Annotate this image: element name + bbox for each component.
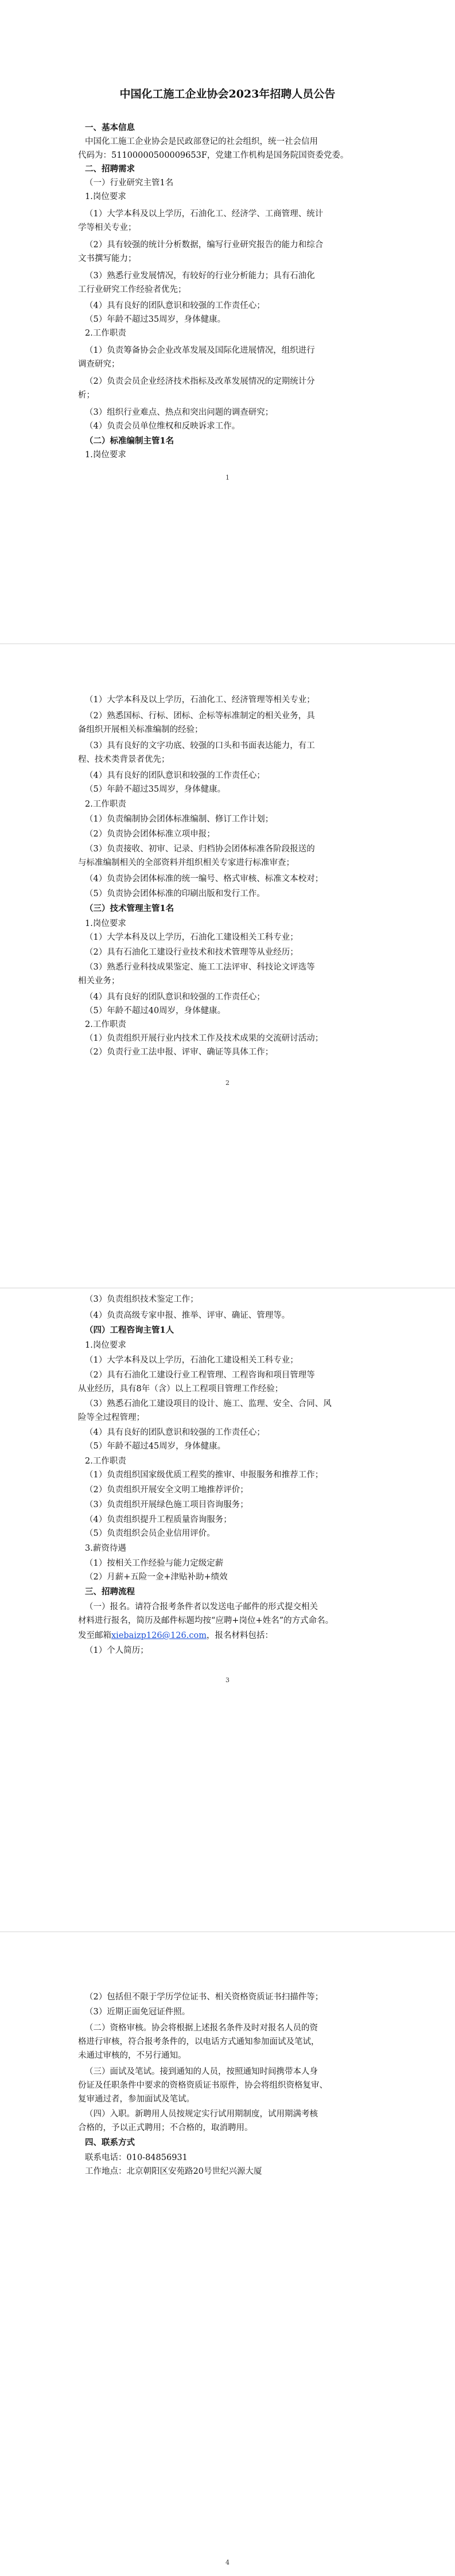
paragraph-line: （1）负责筹备协会企业改革发展及国际化进展情况，组织进行 bbox=[85, 346, 315, 355]
paragraph-line: （3）负责接收、初审、记录、归档协会团体标准各阶段报送的 bbox=[85, 845, 315, 854]
paragraph-line: （4）具有良好的团队意识和较强的工作责任心； bbox=[85, 771, 265, 780]
email-prefix: 发至邮箱 bbox=[78, 1631, 111, 1640]
paragraph-line: （1）大学本科及以上学历，石油化工、经济管理等相关专业； bbox=[85, 695, 315, 705]
paragraph-line: （1）负责组织国家级优质工程奖的推审、申报服务和推荐工作； bbox=[85, 1470, 324, 1480]
contact-phone: 联系电话：010-84856931 bbox=[85, 2153, 188, 2162]
email-suffix: ，报名材料包括： bbox=[206, 1631, 273, 1640]
paragraph-line: （2）具有较强的统计分析数据，编写行业研究报告的能力和综合 bbox=[85, 240, 324, 250]
paragraph-line: （3）负责组织技术鉴定工作； bbox=[85, 1295, 199, 1304]
paragraph-line: 代码为：51100000500009653F，党建工作机构是国务院国资委党委。 bbox=[78, 151, 349, 160]
paragraph-line: （5）负责组织会员企业信用评价。 bbox=[85, 1529, 215, 1538]
paragraph-line: （5）年龄不超过35周岁，身体健康。 bbox=[85, 315, 226, 324]
paragraph-line: （4）具有良好的团队意识和较强的工作责任心； bbox=[85, 993, 265, 1002]
paragraph-line: 与标准编制相关的全部资料并组织相关专家进行标准审查； bbox=[78, 858, 294, 867]
paragraph-line: （3）近期正面免冠证件照。 bbox=[85, 2007, 190, 2017]
paragraph-line: （三）面试及笔试。接到通知的人员，按照通知时间携带本人身 bbox=[85, 2067, 318, 2076]
paragraph-line: （2）具有石油化工建设行业工程管理、工程咨询和项目管理等 bbox=[85, 1371, 315, 1380]
paragraph-line: 合格的，予以正式聘用；不合格的，取消聘用。 bbox=[78, 2123, 253, 2133]
paragraph-line: （5）年龄不超过40周岁，身体健康。 bbox=[85, 1006, 226, 1015]
paragraph-line: 备组织开展相关标准编制的经验； bbox=[78, 725, 203, 734]
subsection-heading: （四）工程咨询主管1人 bbox=[85, 1325, 174, 1335]
paragraph-line: （一）报名。请符合报考条件者以发送电子邮件的形式提交相关 bbox=[85, 1602, 318, 1612]
section-heading-recruitment-process: 三、招聘流程 bbox=[85, 1587, 135, 1597]
item-heading: 1.岗位要求 bbox=[85, 450, 126, 460]
paragraph-line: 相关业务； bbox=[78, 976, 120, 986]
item-heading: 1.岗位要求 bbox=[85, 192, 126, 201]
paragraph-line: 析； bbox=[78, 391, 95, 400]
paragraph-line: 险等全过程管理； bbox=[78, 1413, 145, 1422]
paragraph-line: 文书撰写能力； bbox=[78, 254, 137, 263]
paragraph-line: 格进行审核，符合报考条件的，以电话方式通知参加面试及笔试， bbox=[78, 2037, 320, 2046]
paragraph-line: 中国化工施工企业协会是民政部登记的社会组织，统一社会信用 bbox=[85, 137, 318, 146]
paragraph-line: （1）负责组织开展行业内技术工作及技术成果的交流研讨活动； bbox=[85, 1034, 324, 1043]
page-3 bbox=[0, 1289, 455, 1932]
page-1 bbox=[0, 0, 455, 644]
paragraph-line: （3）负责组织开展绿色施工项目咨询服务； bbox=[85, 1500, 248, 1509]
paragraph-line: （4）具有良好的团队意识和较强的工作责任心； bbox=[85, 1428, 265, 1437]
paragraph-line: 程、技术类背景者优先； bbox=[78, 755, 170, 764]
section-heading-contact: 四、联系方式 bbox=[85, 2138, 135, 2147]
subsection-heading: （三）技术管理主管1名 bbox=[85, 904, 174, 913]
page-number: 4 bbox=[225, 2559, 230, 2566]
paragraph-line: （3）熟悉石油化工建设项目的设计、施工、监理、安全、合同、风 bbox=[85, 1399, 332, 1408]
paragraph-line: 调查研究； bbox=[78, 360, 120, 369]
paragraph-line: 学等相关专业； bbox=[78, 223, 137, 232]
paragraph-line: （2）具有石油化工建设行业技术和技术管理等从业经历； bbox=[85, 948, 298, 957]
paragraph-line: （1）按相关工作经验与能力定级定薪 bbox=[85, 1559, 224, 1568]
paragraph-line: （4）负责组织提升工程质量咨询服务； bbox=[85, 1515, 232, 1524]
paragraph-line: （1）个人简历； bbox=[85, 1646, 149, 1655]
paragraph-line: （1）大学本科及以上学历，石油化工、经济学、工商管理、统计 bbox=[85, 209, 324, 219]
subsection-heading: （一）行业研究主管1名 bbox=[85, 178, 174, 188]
paragraph-line: （3）组织行业难点、热点和突出问题的调查研究； bbox=[85, 408, 274, 417]
page-number: 1 bbox=[225, 474, 230, 481]
work-location: 工作地点：北京朝阳区安苑路20号世纪兴源大厦 bbox=[85, 2167, 262, 2176]
item-heading: 2.工作职责 bbox=[85, 329, 126, 338]
page-number: 2 bbox=[225, 1079, 230, 1087]
paragraph-line bbox=[0, 1629, 455, 1642]
paragraph-line: （5）负责协会团体标准的印刷出版和发行工作。 bbox=[85, 889, 265, 898]
item-heading: 2.工作职责 bbox=[85, 800, 126, 809]
item-heading: 2.工作职责 bbox=[85, 1020, 126, 1029]
paragraph-line: （2）负责行业工法申报、评审、确证等具体工作； bbox=[85, 1048, 274, 1057]
paragraph-line: （4）负责协会团体标准的统一编号、格式审核、标准文本校对； bbox=[85, 874, 324, 884]
item-heading: 2.工作职责 bbox=[85, 1457, 126, 1466]
item-heading: 3.薪资待遇 bbox=[85, 1544, 126, 1553]
paragraph-line: （4）负责高级专家申报、推举、评审、确证、管理等。 bbox=[85, 1311, 290, 1320]
paragraph-line: （3）熟悉行业发展情况，有较好的行业分析能力；具有石油化 bbox=[85, 271, 315, 281]
paragraph-line: （2）负责会员企业经济技术指标及改革发展情况的定期统计分 bbox=[85, 377, 315, 386]
paragraph-line: （4）具有良好的团队意识和较强的工作责任心； bbox=[85, 301, 265, 310]
paragraph-line: （4）负责会员单位维权和反映诉求工作。 bbox=[85, 422, 240, 431]
paragraph-line: （四）入职。新聘用人员按规定实行试用期制度，试用期满考核 bbox=[85, 2110, 318, 2119]
subsection-heading: （二）标准编制主管1名 bbox=[85, 436, 174, 446]
paragraph-line: （5）年龄不超过45周岁，身体健康。 bbox=[85, 1442, 226, 1451]
paragraph-line: （2）包括但不限于学历学位证书、相关资格资质证书扫描件等； bbox=[85, 1993, 324, 2002]
email-link[interactable]: xiebaizp126@126.com bbox=[111, 1631, 207, 1640]
paragraph-line: 工行业研究工作经验者优先； bbox=[78, 285, 186, 294]
paragraph-line: （1）大学本科及以上学历，石油化工建设相关工科专业； bbox=[85, 933, 298, 942]
paragraph-line: （2）负责协会团体标准立项申报； bbox=[85, 830, 215, 839]
paragraph-line: 复审通过者，参加面试及笔试。 bbox=[78, 2095, 195, 2104]
page-2 bbox=[0, 644, 455, 1288]
paragraph-line: （2）月薪+五险一金+津贴补助+绩效 bbox=[85, 1573, 228, 1582]
paragraph-line: （3）熟悉行业科技成果鉴定、施工工法评审、科技论文评选等 bbox=[85, 963, 315, 972]
paragraph-line: （二）资格审核。协会将根据上述报名条件及时对报名人员的资 bbox=[85, 2024, 318, 2033]
section-heading-basic-info: 一、基本信息 bbox=[85, 123, 135, 133]
paragraph-line: （1）大学本科及以上学历，石油化工建设相关工科专业； bbox=[85, 1356, 298, 1365]
page-4 bbox=[0, 1932, 455, 2576]
item-heading: 1.岗位要求 bbox=[85, 1341, 126, 1350]
item-heading: 1.岗位要求 bbox=[85, 919, 126, 928]
paragraph-line: （2）熟悉国标、行标、团标、企标等标准制定的相关业务，具 bbox=[85, 711, 315, 721]
paragraph-line: （2）负责组织开展安全文明工地推荐评价； bbox=[85, 1485, 248, 1495]
page-title: 中国化工施工企业协会2023年招聘人员公告 bbox=[119, 88, 336, 100]
page-number: 3 bbox=[225, 1676, 230, 1684]
paragraph-line: 从业经历，具有8年（含）以上工程项目管理工作经验； bbox=[78, 1384, 283, 1394]
paragraph-line: 材料进行报名，简历及邮件标题均按“应聘+岗位+姓名”的方式命名。 bbox=[78, 1616, 334, 1625]
paragraph-line: （1）负责编制协会团体标准编制、修订工作计划； bbox=[85, 815, 274, 824]
paragraph-line: 份证及任职条件中要求的资格资质证书原件，协会将组织资格复审、 bbox=[78, 2081, 328, 2090]
paragraph-line: 未通过审核的，不另行通知。 bbox=[78, 2051, 186, 2060]
paragraph-line: （3）具有良好的文字功底、较强的口头和书面表达能力，有工 bbox=[85, 741, 315, 750]
paragraph-line: （5）年龄不超过35周岁，身体健康。 bbox=[85, 785, 226, 794]
section-heading-recruitment-needs: 二、招聘需求 bbox=[85, 164, 135, 174]
